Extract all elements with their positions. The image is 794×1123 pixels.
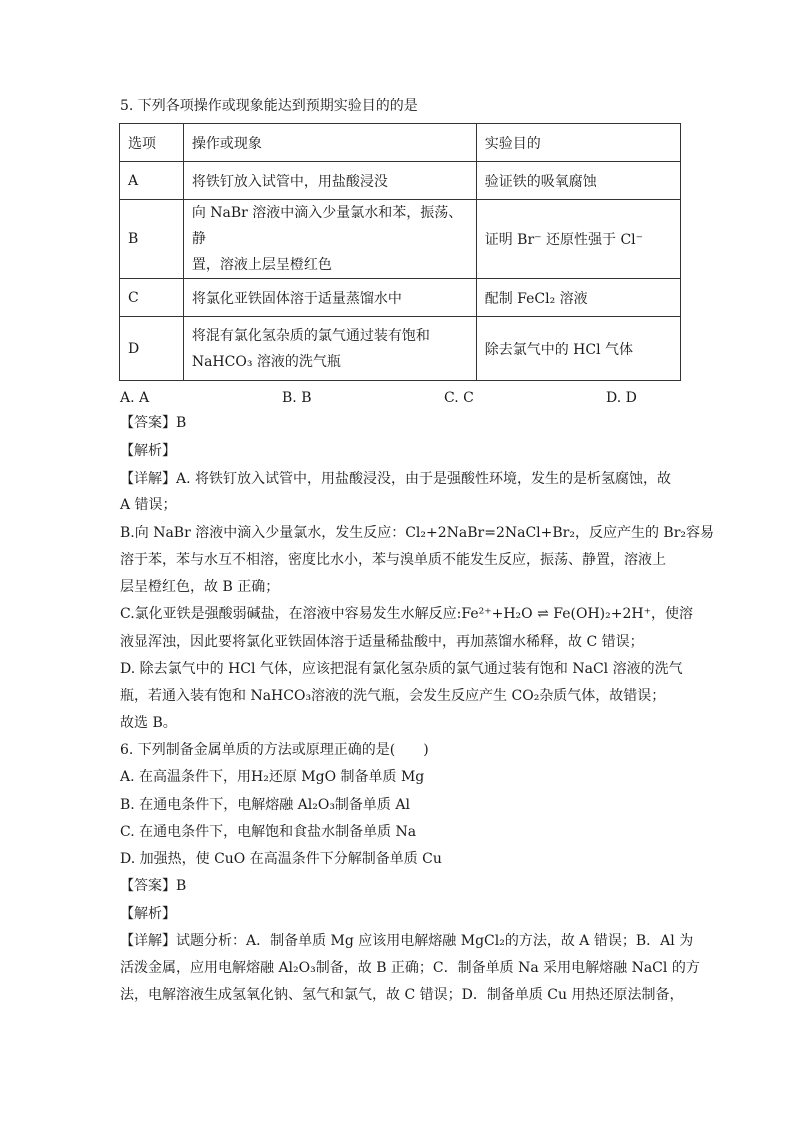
q5-table (119, 123, 681, 381)
q6-detail-line: 活泼金属，应用电解熔融 Al₂O₃制备，故 B 正确；C．制备单质 Na 采用电解熔融 NaCl 的方 (120, 960, 700, 976)
table-row (120, 200, 681, 279)
q6-option-a: A. 在高温条件下，用H₂还原 MgO 制备单质 Mg (120, 769, 425, 785)
table-row (120, 162, 681, 200)
row-operation (183, 200, 476, 279)
q5-title: 5. 下列各项操作或现象能达到预期实验目的的是 (120, 98, 418, 114)
q6-analysis-label: 【解析】 (120, 906, 176, 922)
q6-option-b: B. 在通电条件下，电解熔融 Al₂O₃制备单质 Al (120, 797, 410, 813)
q6-answer: 【答案】B (120, 878, 187, 894)
operation-line: 将氯化亚铁固体溶于适量蒸馏水中 (191, 290, 402, 307)
q6-title: 6. 下列制备金属单质的方法或原理正确的是( ) (120, 742, 429, 758)
row-operation (183, 162, 476, 200)
q5-detail-line: 故选 B。 (120, 715, 177, 731)
header-option: 选项 (120, 124, 184, 162)
q5-option-d: D. D (606, 390, 637, 406)
q5-detail-line: 【详解】A. 将铁钉放入试管中，用盐酸浸没，由于是强酸性环境，发生的是析氢腐蚀，故 (120, 471, 672, 487)
q6-option-c: C. 在通电条件下，电解饱和食盐水制备单质 Na (120, 824, 417, 840)
row-operation (183, 279, 476, 317)
table-row (120, 317, 681, 381)
operation-line: 将铁钉放入试管中，用盐酸浸没 (191, 173, 388, 190)
table-header-row (120, 124, 681, 162)
row-option: A (120, 162, 184, 200)
operation-line: 将混有氯化氢杂质的氯气通过装有饱和 (191, 327, 430, 344)
q5-detail-line: B.向 NaBr 溶液中滴入少量氯水，发生反应：Cl₂+2NaBr=2NaCl+Br₂，反应产生的 Br₂容易 (120, 525, 715, 541)
row-goal: 配制 FeCl₂ 溶液 (476, 279, 680, 317)
q5-detail-line: C.氯化亚铁是强酸弱碱盐，在溶液中容易发生水解反应:Fe²⁺+H₂O ⇌ Fe(OH)₂+2H⁺，使溶 (120, 606, 693, 622)
operation-line: 向 NaBr 溶液中滴入少量氯水和苯，振荡、静 (191, 205, 463, 247)
table-row (120, 279, 681, 317)
header-operation: 操作或现象 (183, 124, 476, 162)
q5-detail-line: D. 除去氯气中的 HCl 气体，应该把混有氯化氢杂质的氯气通过装有饱和 NaCl 溶液的洗气 (120, 661, 683, 677)
row-goal: 验证铁的吸氧腐蚀 (476, 162, 680, 200)
row-option: B (120, 200, 184, 279)
q5-option-b: B. B (282, 390, 312, 406)
q6-detail-line: 【详解】试题分析：A．制备单质 Mg 应该用电解熔融 MgCl₂的方法，故 A 错误；B．Al 为 (120, 933, 694, 949)
row-goal: 证明 Br⁻ 还原性强于 Cl⁻ (476, 200, 680, 279)
q5-analysis-label: 【解析】 (120, 443, 176, 459)
q6-option-d: D. 加强热，使 CuO 在高温条件下分解制备单质 Cu (120, 851, 442, 867)
operation-line: 置，溶液上层呈橙红色 (191, 257, 332, 273)
q5-detail-line: A 错误； (120, 497, 177, 513)
q5-detail-line: 液显浑浊，因此要将氯化亚铁固体溶于适量稀盐酸中，再加蒸馏水稀释，故 C 错误； (120, 634, 644, 650)
q5-answer: 【答案】B (120, 415, 187, 431)
q5-detail-line: 瓶，若通入装有饱和 NaHCO₃溶液的洗气瓶，会发生反应产生 CO₂杂质气体，故错误； (120, 688, 666, 704)
q5-detail-line: 层呈橙红色，故 B 正确； (120, 579, 280, 595)
header-goal: 实验目的 (476, 124, 680, 162)
q6-detail-line: 法，电解溶液生成氢氧化钠、氢气和氯气，故 C 错误；D．制备单质 Cu 用热还原法制备， (120, 987, 684, 1003)
row-option: C (120, 279, 184, 317)
row-option: D (120, 317, 184, 381)
q5-option-c: C. C (444, 390, 474, 406)
q5-option-a: A. A (120, 390, 150, 406)
q5-detail-line: 溶于苯，苯与水互不相溶，密度比水小，苯与溴单质不能发生反应，振荡、静置，溶液上 (120, 552, 666, 568)
row-goal: 除去氯气中的 HCl 气体 (476, 317, 680, 381)
operation-line: NaHCO₃ 溶液的洗气瓶 (191, 353, 341, 370)
row-operation (183, 317, 476, 381)
